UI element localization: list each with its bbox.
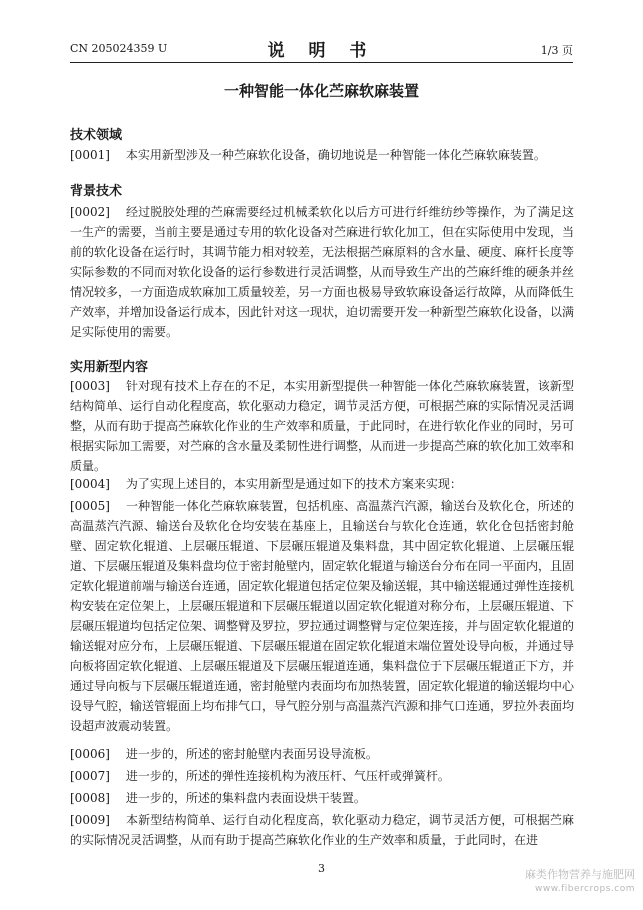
watermark-site-name: 麻类作物营养与施肥网 [525, 868, 635, 881]
paragraph-text: 为了实现上述目的，本实用新型是通过如下的技术方案来实现： [125, 477, 462, 491]
section-heading-utility-model-content: 实用新型内容 [70, 360, 149, 375]
paragraph-text: 针对现有技术上存在的不足，本实用新型提供一种智能一体化苎麻软麻装置，该新型结构简单、运行自动化程度高，软化驱动力稳定，调节灵活方便，可根据苎麻的实际情况灵活调整，从而有助于提高苎麻软化作业的生产效率和质量，于此同时，在进行软化作业的同时，另可根据实际加工需要，对苎麻的含水量及柔韧性进行调整，从而进一步提高苎麻的软化加工效率和质量。 [70, 379, 575, 473]
footer-page-number: 3 [318, 862, 325, 875]
patent-number: CN 205024359 U [70, 42, 168, 55]
paragraph-text: 进一步的，所述的密封舱壁内表面另设导流板。 [125, 747, 378, 761]
paragraph-text: 本新型结构简单、运行自动化程度高，软化驱动力稳定，调节灵活方便，可根据苎麻的实际情况灵活调整，从而有助于提高苎麻软化作业的生产效率和质量，于此同时，在进 [70, 813, 574, 847]
section-heading-technical-field: 技术领域 [70, 128, 123, 143]
paragraph-text: 进一步的，所述的弹性连接机构为液压杆、气压杆或弹簧杆。 [125, 769, 450, 783]
paragraph-number: [0004] [70, 477, 110, 491]
paragraph-0004 [70, 474, 574, 494]
paragraph-number: [0001] [70, 148, 110, 162]
paragraph-0009 [70, 810, 574, 850]
section-heading-background: 背景技术 [70, 184, 123, 199]
paragraph-number: [0005] [70, 499, 110, 513]
paragraph-0005 [70, 496, 574, 736]
paragraph-text: 进一步的，所述的集料盘内表面设烘干装置。 [125, 791, 366, 805]
paragraph-number: [0008] [70, 791, 110, 805]
paragraph-text: 一种智能一体化苎麻软麻装置，包括机座、高温蒸汽汽源，输送台及软化仓，所述的高温蒸汽汽源、输送台及软化仓均安装在基座上，且输送台与软化仓连通，软化仓包括密封舱壁、固定软化辊道、上层碾压辊道、下层碾压辊道及集料盘，其中固定软化辊道、上层碾压辊道、下层碾压辊道及集料盘均位于密封舱壁内，固定软化辊道与输送台分布在同一平面内，且固定软化辊道前端与输送台连通，固定软化辊道包括定位架及输送辊，其中输送辊通过弹性连接机构安装在定位架上，上层碾压辊道和下层碾压辊道以固定软化辊道对称分布，上层碾压辊道、下层碾压辊道均包括定位架、调整臂及罗拉，罗拉通过调整臂与定位架连接，并与固定软化辊道的输送辊对应分布，上层碾压辊道、下层碾压辊道在固定软化辊道末端位置处设导向板，并通过导向板将固定软化辊道、上层碾压辊道及下层碾压辊道连通，集料盘位于下层碾压辊道正下方，并通过导向板与下层碾压辊道连通，密封舱壁内表面均布加热装置，固定软化辊道的输送辊均中心设导气腔，输送管辊面上均布排气口，导气腔分别与高温蒸汽汽源和排气口连通，罗拉外表面均设超声波震动装置。 [70, 499, 575, 733]
paragraph-0008 [70, 788, 574, 808]
paragraph-number: [0002] [70, 205, 110, 219]
watermark-url: www.fibercrops.com [535, 884, 635, 894]
site-watermark [525, 868, 635, 896]
paragraph-0002 [70, 202, 574, 342]
page-indicator: 1/3 页 [540, 44, 573, 57]
paragraph-text: 经过脱胶处理的苎麻需要经过机械柔软化以后方可进行纤维纺纱等操作，为了满足这一生产的需要，当前主要是通过专用的软化设备对苎麻进行软化加工，但在实际使用中发现，当前的软化设备在运行时，其调节能力相对较差，无法根据苎麻原料的含水量、硬度、麻杆长度等实际参数的不同而对软化设备的运行参数进行灵活调整，从而导致生产出的苎麻纤维的硬条并丝情况较多，一方面造成软麻加工质量较差，另一方面也极易导致软麻设备运行故障，从而降低生产效率，并增加设备运行成本，因此针对这一现状，迫切需要开发一种新型苎麻软化设备，以满足实际使用的需要。 [70, 205, 575, 339]
paragraph-number: [0009] [70, 813, 110, 827]
paragraph-0006 [70, 744, 574, 764]
paragraph-0007 [70, 766, 574, 786]
paragraph-number: [0007] [70, 769, 110, 783]
page-header [70, 34, 573, 63]
paragraph-0003 [70, 376, 574, 476]
paragraph-number: [0006] [70, 747, 110, 761]
paragraph-number: [0003] [70, 379, 110, 393]
paragraph-text: 本实用新型涉及一种苎麻软化设备，确切地说是一种智能一体化苎麻软麻装置。 [125, 148, 546, 162]
header-title: 说 明 书 [267, 41, 376, 61]
document-title: 一种智能一体化苎麻软麻装置 [223, 82, 419, 100]
paragraph-0001 [70, 145, 574, 165]
